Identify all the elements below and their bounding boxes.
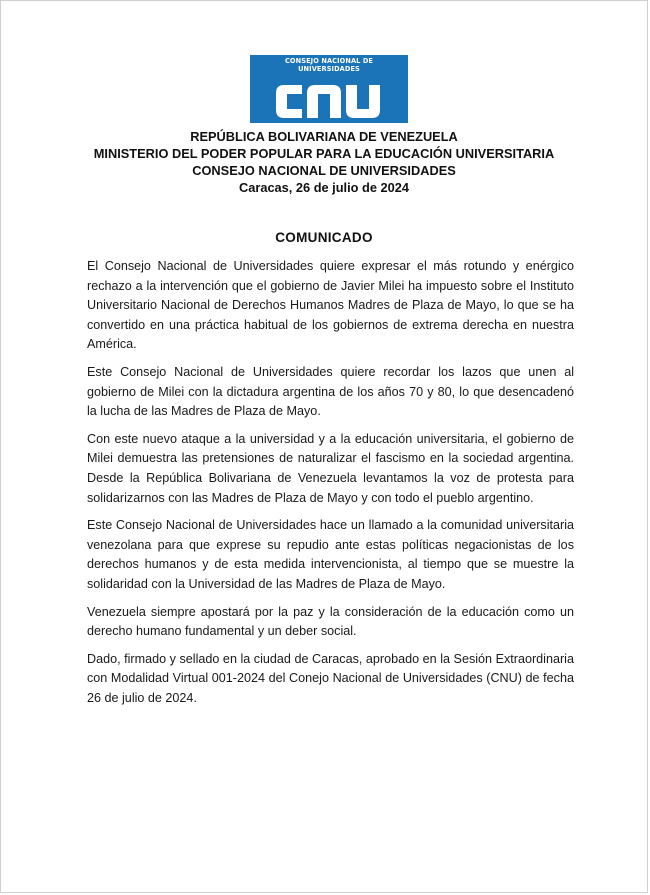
header-date: Caracas, 26 de julio de 2024: [238, 180, 409, 195]
paragraph: Este Consejo Nacional de Universidades hace un llamado a la comunidad universitaria venezolana para que exprese su repudio ante estas políticas negacionistas de los derechos humanos y de esta medida intervencionista, al tiempo que se muestre la solidaridad con la Universidad de las Madres de Plaza de Mayo.: [87, 518, 574, 591]
paragraph: Dado, firmado y sellado en la ciudad de Caracas, aprobado en la Sesión Extraordinaria con Modalidad Virtual 001-2024 del Conejo Nacional de Universidades (CNU) de fecha 26 de julio de 2024.: [87, 651, 574, 705]
paragraph: El Consejo Nacional de Universidades quiere expresar el más rotundo y enérgico rechazo a la intervención que el gobierno de Javier Milei ha impuesto sobre el Instituto Universitario Nacional de Derechos Humanos Madres de Plaza de Mayo, lo que se ha convertido en una práctica habitual de los gobiernos de extrema derecha en nuestra América.: [87, 259, 574, 352]
logo-org-text: CONSEJO NACIONAL DE UNIVERSIDADES: [284, 57, 374, 73]
paragraph: Venezuela siempre apostará por la paz y la consideración de la educación como un derecho humano fundamental y un deber social.: [87, 604, 574, 639]
paragraph: Con este nuevo ataque a la universidad y a la educación universitaria, el gobierno de Milei demuestra las pretensiones de naturalizar el fascismo en la sociedad argentina. Desde la República Bolivariana de Venezuela levantamos la voz de protesta para solidarizarnos con las Madres de Plaza de Mayo y con todo el pueblo argentino.: [87, 431, 574, 505]
cnu-wordmark-icon: [250, 55, 408, 123]
cnu-logo: [250, 55, 408, 123]
header-ministry: MINISTERIO DEL PODER POPULAR PARA LA EDUCACIÓN UNIVERSITARIA: [93, 146, 555, 161]
document-body: [87, 257, 574, 716]
header-country: REPÚBLICA BOLIVARIANA DE VENEZUELA: [190, 129, 458, 144]
header-council: CONSEJO NACIONAL DE UNIVERSIDADES: [192, 163, 456, 178]
document-title: COMUNICADO: [275, 230, 373, 245]
paragraph: Este Consejo Nacional de Universidades quiere recordar los lazos que unen al gobierno de Milei con la dictadura argentina de los años 70 y 80, lo que desencadenó la lucha de las Madres de Plaza de Mayo.: [87, 364, 574, 419]
letterhead: [1, 128, 647, 196]
